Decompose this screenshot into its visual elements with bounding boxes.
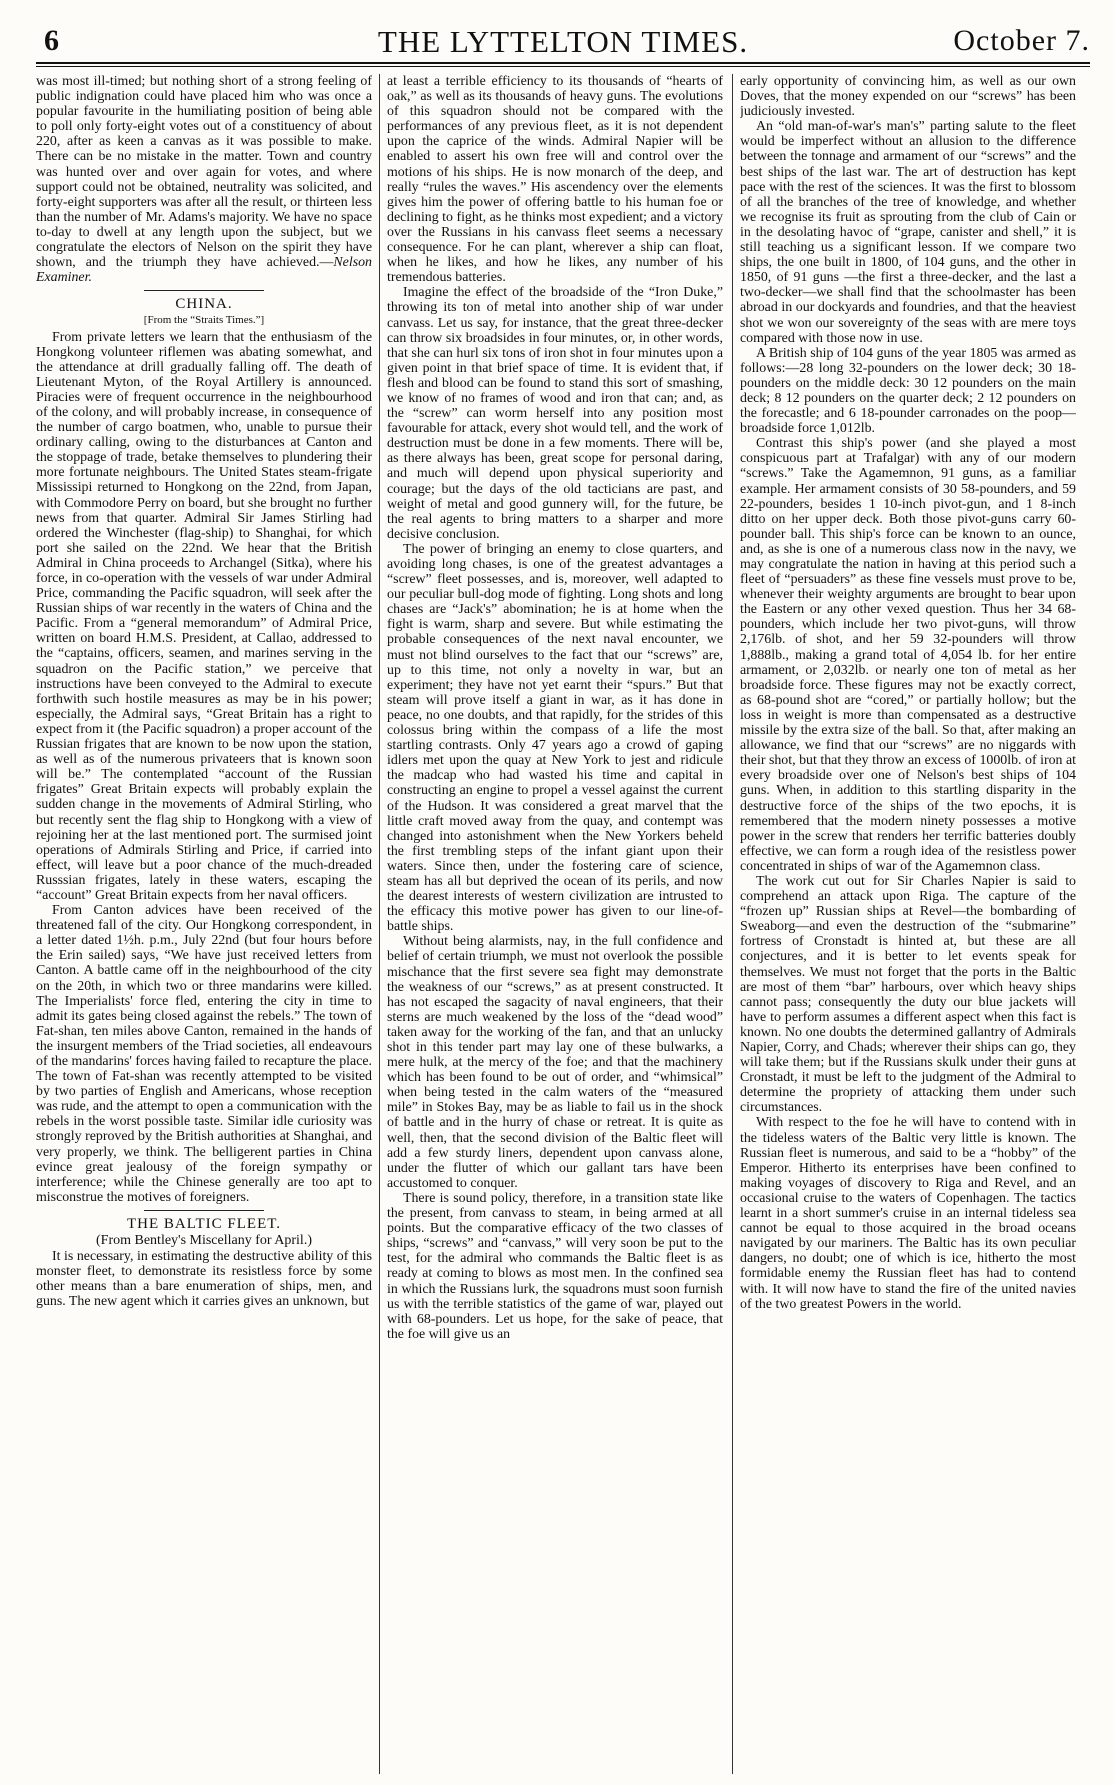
election-article-text: was most ill-timed; but nothing short of a strong feeling of public indignation could have placed him who was once a popular favourite in the humiliating position of being able to poll only forty-eight votes out of a constituency of about 220, after as keen a canvas as it was possible to make. There can be no mistake in the matter. Town and country was hunted over and over again for votes, and where support could not be obtained, neutrality was solicited, and forty-eight supporters was after all the result, or thirteen less than the number of Mr. Adams's majority. We have no space to-day to dwell at any length upon the subject, but we congratulate the electors of Nelson on the spirit they have shown, and the triumph they have achieved.—Nelson Examiner. bbox=[36, 74, 372, 286]
china-heading: CHINA. bbox=[175, 296, 233, 313]
baltic-fleet-paragraph: Without being alarmists, nay, in the full confidence and belief of certain triumph, we must not overlook the possible mischance that the first severe sea fight may demonstrate the weakness of our “screws,” as at present constructed. It has not escaped the sagacity of naval engineers, that their sterns are much weakened by the loss of the “dead wood” taken away for the working of the fan, and that an unlucky shot in this tender part may lay one of these bulwarks, a mere hulk, at the mercy of the foe; and that the machinery which has been found to be out of order, and “whimsical” when being tested in the calm waters of the “measured mile” in Stokes Bay, may be as liable to fail us in the shock of battle and in the hurry of chase or retreat. It is quite as well, then, that the second division of the Baltic fleet will add a few sturdy liners, dependent upon canvass alone, under the flutter of which our gallant tars have been accustomed to conquer. bbox=[387, 934, 723, 1191]
masthead-rule-thick bbox=[36, 62, 1090, 64]
column-rule bbox=[379, 74, 380, 1774]
baltic-fleet-source: (From Bentley's Miscellany for April.) bbox=[96, 1233, 312, 1249]
column-3 bbox=[740, 74, 1076, 1774]
baltic-fleet-paragraph: Imagine the effect of the broadside of the “Iron Duke,” throwing its ton of metal into another ship of war under canvass. Let us say, for instance, that the great three-decker can throw six broadsides in four minutes, or, in other words, that she can hurl six tons of iron shot in four minutes upon a given point in that brief space of time. It is evident that, if flesh and blood can be found to stand this sort of smashing, we know of no frames of wood and iron that can; and, as the “screw” can worm herself into any position most favourable for attack, every shot would tell, and the work of destruction must be done in a few moments. There will be, as there always has been, great scope for personal daring, and much will depend upon physical superiority and courage; but the days of the old tacticians are past, and weight of metal and good gunnery will, for the future, be the real agents to bring matters to a sharper and more decisive conclusion. bbox=[387, 285, 723, 542]
baltic-fleet-paragraph: An “old man-of-war's man's” parting salute to the fleet would be imperfect without an allusion to the difference between the tonnage and armament of our “screws” and the best ships of the last war. The art of destruction has kept pace with the rest of the sciences. It was the first to blossom of all the branches of the tree of knowledge, and whether we recognise its fruit as sprouting from the club of Cain or in the desolating havoc of “grape, canister and shell,” it is still teaching us a significant lesson. If we compare two ships, the one built in 1800, of 104 guns, and the other in 1850, of 91 guns —the first a three-decker, and the last a two-decker—we shall find that the schoolmaster has been abroad in our dockyards and foundries, and that the heaviest shot we won our sovereignty of the seas with are mere toys compared with those now in use. bbox=[740, 119, 1076, 346]
column-2 bbox=[387, 74, 723, 1774]
baltic-fleet-paragraph: at least a terrible efficiency to its thousands of “hearts of oak,” as well as its thousands of heavy guns. The evolutions of this squadron should not be compared with the performances of any previous fleet, as it is not dependent upon the caprice of the winds. Admiral Napier will be enabled to assert his own free will and control over the motions of his ships. He is now monarch of the deep, and really “rules the waves.” His ascendency over the elements gives him the power of offering battle to his human foe or declining to fight, as he thinks most expedient; and a victory over the Russians in his canvass fleet seems a necessary consequence. For he can plant, wherever a ship can float, when he likes, and how he likes, any number of his tremendous batteries. bbox=[387, 74, 723, 286]
article-divider bbox=[144, 1210, 264, 1211]
article-divider bbox=[144, 290, 264, 291]
baltic-fleet-heading: THE BALTIC FLEET. bbox=[126, 1215, 282, 1232]
baltic-fleet-paragraph: With respect to the foe he will have to contend with in the tideless waters of the Baltic very little is known. The Russian fleet is numerous, and said to be a “hobby” of the Emperor. Hitherto its enterprises have been confined to making voyages of discovery to Riga and Revel, and an occasional cruise to the waters of Copenhagen. The tactics learnt in a short summer's cruise in an internal tideless sea cannot be equal to those acquired in the broad oceans navigated by our mariners. The Baltic has its own peculiar dangers, no doubt; one of which is ice, hitherto the most formidable enemy the Russian fleet has had to contend with. It will now have to stand the fire of the united navies of the two greatest Powers in the world. bbox=[740, 1115, 1076, 1312]
page-number: 6 bbox=[44, 24, 59, 57]
masthead bbox=[36, 20, 1090, 60]
china-source: [From the “Straits Times.”] bbox=[143, 314, 265, 327]
baltic-fleet-paragraph: early opportunity of convincing him, as well as our own Doves, that the money expended on our “screws” has been judiciously invested. bbox=[740, 74, 1076, 120]
baltic-fleet-paragraph: There is sound policy, therefore, in a transition state like the present, from canvass to steam, in being armed at all points. But the comparative efficacy of the two classes of ships, “screws” and “canvass,” will very soon be put to the test, for the admiral who commands the Baltic fleet is as ready at coming to blows as most men. In the confined sea in which the Russians lurk, the squadrons must soon furnish us with the terrible statistics of the game of war, played out with 68-pounders. Let us hope, for the sake of peace, that the foe will give us an bbox=[387, 1190, 723, 1342]
masthead-rule-thin bbox=[36, 66, 1090, 67]
baltic-fleet-paragraph: The power of bringing an enemy to close quarters, and avoiding long chases, is one of the greatest advantages a “screw” fleet possesses, and is, moreover, well adapted to our peculiar bull-dog mode of fighting. Long shots and long chases are “Jack's” abomination; he is at home when the fight is warm, sharp and severe. But while estimating the probable consequences of the next naval encounter, we must not blind ourselves to the fact that our “screws” are, up to this time, not only a novelty in war, but an experiment; they have not yet earnt their “spurs.” But that steam will prove itself a giant in war, as it has done in peace, no one doubts, and that rapidly, for the strides of this colossus bring within the compass of a life the most startling contrasts. Only 47 years ago a crowd of gaping idlers met upon the quay at New York to jest and ridicule the madcap who had wasted his time and capital in constructing an engine to propel a vessel against the current of the Hudson. It was considered a great marvel that the little craft moved away from the quay, and contempt was changed into astonishment when the New Yorkers beheld the first trembling steps of the infant giant upon their waters. Since then, under the fostering care of science, steam has all but deprived the ocean of its perils, and now the dearest interests of western civilization are intrusted to the efficacy this motive power has given to our line-of-battle ships. bbox=[387, 541, 723, 935]
newspaper-title: THE LYTTELTON TIMES. bbox=[377, 24, 749, 59]
column-1 bbox=[36, 74, 372, 1774]
column-rule bbox=[732, 74, 733, 1774]
baltic-fleet-paragraph: The work cut out for Sir Charles Napier is said to comprehend an attack upon Riga. The capture of the “frozen up” Russian ships at Revel—the bombarding of Sweaborg—and even the destruction of the “submarine” fortress of Cronstadt is hinted at, but these are all conjectures, and it is better to let events speak for themselves. We must not forget that the ports in the Baltic are most of them “bar” harbours, over which heavy ships cannot pass; consequently the duty our blue jackets will have to perform assumes a different aspect when this fact is known. No one doubts the determined gallantry of Admirals Napier, Corry, and Chads; wherever their ships can go, they will take them; but if the Russians skulk under their guns at Cronstadt, it must be left to the judgment of the Admiral to determine the propriety of attacking them under such circumstances. bbox=[740, 873, 1076, 1116]
issue-date: October 7. bbox=[953, 24, 1090, 57]
china-paragraph: From Canton advices have been received of the threatened fall of the city. Our Hongkong correspondent, in a letter dated 1½h. p.m., July 22nd (but four hours before the Erin sailed) says, “We have just received letters from Canton. A battle came off in the neighbourhood of the city on the 20th, in which two or three mandarins were killed. The Imperialists' force fled, entering the city in time to admit its gates being closed against the rebels.” The town of Fat-shan, ten miles above Canton, remained in the hands of the insurgent members of the Triad societies, all endeavours of the mandarins' forces having failed to recapture the place. The town of Fat-shan was recently attempted to be visited by two parties of English and Americans, whose reception was rude, and the attempt to open a communication with the rebels in the worst possible taste. Similar idle curiosity was strongly reproved by the British authorities at Shanghai, and very properly, we think. The belligerent parties in China evince great jealousy of the foreign sympathy or interference; while the Chinese generally are too apt to misconstrue the motives of foreigners. bbox=[36, 903, 372, 1205]
baltic-fleet-paragraph: A British ship of 104 guns of the year 1805 was armed as follows:—28 long 32-pounders on the lower deck; 30 18-pounders on the middle deck: 30 12 pounders on the main deck; 8 12 pounders on the quarter deck; 2 12 pounders on the forecastle; and 6 18-pounder carronades on the poop—broadside force 1,012lb. bbox=[740, 345, 1076, 437]
baltic-fleet-paragraph: It is necessary, in estimating the destructive ability of this monster fleet, to demonstrate its resistless force by some other means than a bare enumeration of ships, men, and guns. The new agent which it carries gives an unknown, but bbox=[36, 1249, 372, 1310]
china-paragraph: From private letters we learn that the enthusiasm of the Hongkong volunteer riflemen was abating somewhat, and the attendance at drill gradually falling off. The death of Lieutenant Myton, of the Royal Artillery is announced. Piracies were of frequent occurrence in the neighbourhood of the colony, and will probably increase, in consequence of the number of cargo boatmen, who, unable to pursue their ordinary calling, owing to the disturbances at Canton and the stoppage of trade, betake themselves to plundering their more fortunate neighbours. The United States steam-frigate Mississipi returned to Hongkong on the 22nd, from Japan, with Commodore Perry on board, but she brought no further news from that quarter. Admiral Sir James Stirling had ordered the Winchester (flag-ship) to Shanghai, for which port she sailed on the 22nd. We hear that the British Admiral in China proceeds to Archangel (Sitka), where his force, in co-operation with the vessels of war under Admiral Price, commanding the Pacific squadron, will seek after the Russian ships of war recently in the waters of China and the Pacific. From a “general memorandum” of Admiral Price, written on board H.M.S. President, at Callao, addressed to the “captains, officers, seamen, and marines serving in the squadron on the Pacific station,” we perceive that instructions have been conveyed to the Admiral to execute forthwith such hostile measures as may be in his power; especially, the Admiral says, “Great Britain has a right to expect from it (the Pacific squadron) a proper account of the Russian frigates that are known to be now upon the station, as well as of the numerous privateers that is known soon will be.” The contemplated “account of the Russian frigates” Great Britain expects will probably explain the sudden change in the movements of Admiral Stirling, who but recently sent the flag ship to Hongkong with a view of rejoining her at the last mentioned port. The surmised joint operations of Admirals Stirling and Price, if carried into effect, will leave but a poor chance of the much-dreaded Russsian frigates, lately in these waters, escaping the “account” Great Britain expects from her naval officers. bbox=[36, 329, 372, 903]
article-credit: Nelson Examiner. bbox=[36, 255, 372, 286]
baltic-fleet-paragraph: Contrast this ship's power (and she played a most conspicuous part at Trafalgar) with any of our modern “screws.” Take the Agamemnon, 91 guns, as a familiar example. Her armament consists of 30 58-pounders, and 59 22-pounders, besides 1 10-inch pivot-gun, and 1 8-inch ditto on her upper deck. Both those pivot-guns carry 60-pounder ball. This ship's force can be known to an ounce, and, as she is one of a numerous class now in the navy, we may congratulate the nation in having at this period such a fleet of “persuaders” as these fine vessels must prove to be, whenever their weighty arguments are brought to bear upon the Eastern or any other vexed question. Thus her 34 68-pounders, which include her two pivot-guns, will throw 2,176lb. of shot, and her 59 32-pounders will throw 1,888lb., making a grand total of 4,054 lb. for her entire armament, or 2,032lb. or nearly one ton of metal as her broadside force. These figures may not be exactly correct, as 68-pound shot are “cored,” or partially hollow; but the loss in weight is more than compensated as a destructive missile by the extra size of the ball. So that, after making an allowance, we find that our “screws” are no niggards with their shot, but that they throw an excess of 1000lb. of iron at every broadside over one of Nelson's best ships of 104 guns. When, in addition to this startling disparity in the destructive force of the ships of the two epochs, it is remembered that the modern ninety possesses a motive power in the screw that renders her terrific batteries doubly effective, we can form a rough idea of the resistless power concentrated in ships of war of the Agamemnon class. bbox=[740, 436, 1076, 874]
